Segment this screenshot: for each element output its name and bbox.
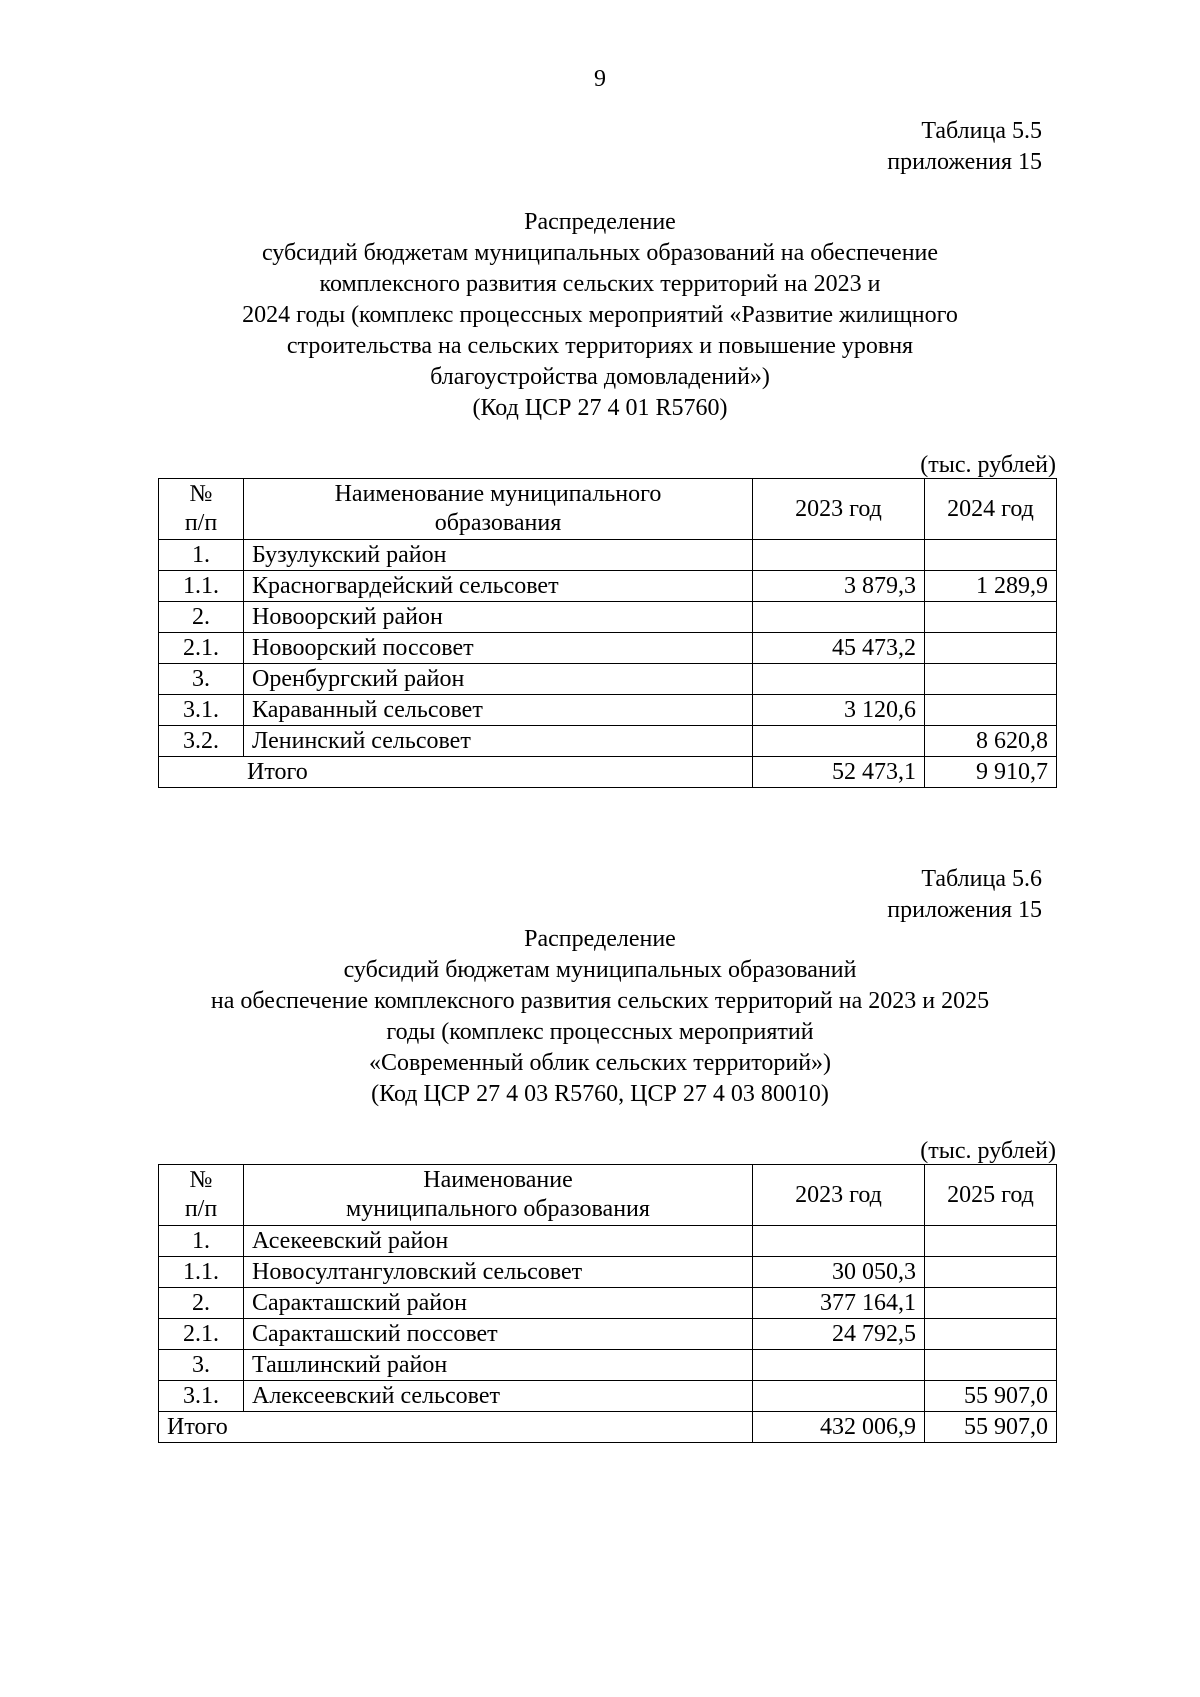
value-year-1 (753, 1350, 925, 1381)
table-title (100, 207, 1100, 424)
value-year-2: 8 620,8 (925, 726, 1057, 757)
total-year-2: 55 907,0 (925, 1412, 1057, 1443)
distribution-table (158, 1164, 1057, 1443)
row-number: 1.1. (159, 571, 244, 602)
title-line: 2024 годы (комплекс процессных мероприятий «Развитие жилищного (242, 302, 958, 328)
value-year-2 (925, 1226, 1057, 1257)
distribution-table (158, 478, 1057, 788)
header-row (159, 479, 1057, 540)
value-year-1: 30 050,3 (753, 1257, 925, 1288)
table-number: Таблица 5.5 (921, 118, 1042, 144)
table-row (159, 1288, 1057, 1319)
table-number: Таблица 5.6 (921, 866, 1042, 892)
total-year-2: 9 910,7 (925, 757, 1057, 788)
row-number: 2. (159, 602, 244, 633)
table-title (100, 924, 1100, 1110)
value-year-2 (925, 1257, 1057, 1288)
value-year-2 (925, 540, 1057, 571)
municipality-name: Ташлинский район (244, 1350, 753, 1381)
table-row (159, 571, 1057, 602)
value-year-2: 55 907,0 (925, 1381, 1057, 1412)
table-row (159, 1226, 1057, 1257)
row-number: 3.1. (159, 695, 244, 726)
row-number: 1. (159, 1226, 244, 1257)
total-label: Итого (159, 757, 753, 788)
header-number: № п/п (159, 1165, 244, 1226)
title-line: благоустройства домовладений») (430, 364, 770, 390)
header-row (159, 1165, 1057, 1226)
row-number: 1. (159, 540, 244, 571)
table-row (159, 1350, 1057, 1381)
table-row (159, 602, 1057, 633)
value-year-2 (925, 602, 1057, 633)
header-year-1: 2023 год (753, 479, 925, 540)
row-number: 3. (159, 664, 244, 695)
value-year-1 (753, 726, 925, 757)
municipality-name: Саракташский поссовет (244, 1319, 753, 1350)
page-number: 9 (594, 66, 606, 92)
title-line: субсидий бюджетам муниципальных образований на обеспечение (261, 240, 939, 266)
value-year-1 (753, 664, 925, 695)
table-reference (887, 116, 1042, 178)
title-line: «Современный облик сельских территорий») (368, 1050, 832, 1076)
value-year-1 (753, 540, 925, 571)
row-number: 3. (159, 1350, 244, 1381)
header-year-2: 2024 год (925, 479, 1057, 540)
title-line: субсидий бюджетам муниципальных образований (343, 957, 857, 983)
header-year-2: 2025 год (925, 1165, 1057, 1226)
table-reference (887, 864, 1042, 926)
units-label: (тыс. рублей) (920, 452, 1056, 478)
total-year-1: 52 473,1 (753, 757, 925, 788)
value-year-1 (753, 1226, 925, 1257)
municipality-name: Ленинский сельсовет (244, 726, 753, 757)
table-row (159, 1381, 1057, 1412)
table-row (159, 633, 1057, 664)
row-number: 2. (159, 1288, 244, 1319)
value-year-1 (753, 602, 925, 633)
table-row (159, 1319, 1057, 1350)
row-number: 2.1. (159, 1319, 244, 1350)
total-row (159, 757, 1057, 788)
appendix-reference: приложения 15 (887, 149, 1042, 175)
table-row (159, 695, 1057, 726)
value-year-2 (925, 1319, 1057, 1350)
value-year-2: 1 289,9 (925, 571, 1057, 602)
municipality-name: Новоорский район (244, 602, 753, 633)
table-row (159, 540, 1057, 571)
title-line: годы (комплекс процессных мероприятий (386, 1019, 814, 1045)
row-number: 1.1. (159, 1257, 244, 1288)
header-name: Наименование муниципального образования (244, 1165, 753, 1226)
total-label: Итого (159, 1412, 753, 1443)
municipality-name: Красногвардейский сельсовет (244, 571, 753, 602)
appendix-reference: приложения 15 (887, 897, 1042, 923)
value-year-2 (925, 1288, 1057, 1319)
row-number: 3.1. (159, 1381, 244, 1412)
municipality-name: Новосултангуловский сельсовет (244, 1257, 753, 1288)
title-line: комплексного развития сельских территорий на 2023 и (319, 271, 881, 297)
table-row (159, 1257, 1057, 1288)
value-year-2 (925, 633, 1057, 664)
value-year-1: 45 473,2 (753, 633, 925, 664)
table-row (159, 726, 1057, 757)
header-number: № п/п (159, 479, 244, 540)
total-year-1: 432 006,9 (753, 1412, 925, 1443)
title-line: на обеспечение комплексного развития сельских территорий на 2023 и 2025 (210, 988, 990, 1014)
value-year-2 (925, 664, 1057, 695)
table-row (159, 664, 1057, 695)
value-year-1: 3 120,6 (753, 695, 925, 726)
value-year-1 (753, 1381, 925, 1412)
municipality-name: Оренбургский район (244, 664, 753, 695)
value-year-1: 377 164,1 (753, 1288, 925, 1319)
title-line: строительства на сельских территориях и повышение уровня (286, 333, 914, 359)
title-line: Распределение (524, 926, 676, 952)
row-number: 3.2. (159, 726, 244, 757)
municipality-name: Новоорский поссовет (244, 633, 753, 664)
header-name: Наименование муниципального образования (244, 479, 753, 540)
row-number: 2.1. (159, 633, 244, 664)
title-line: (Код ЦСР 27 4 01 R5760) (472, 395, 728, 421)
municipality-name: Караванный сельсовет (244, 695, 753, 726)
value-year-2 (925, 1350, 1057, 1381)
units-label: (тыс. рублей) (920, 1138, 1056, 1164)
value-year-2 (925, 695, 1057, 726)
title-line: (Код ЦСР 27 4 03 R5760, ЦСР 27 4 03 80010) (371, 1081, 829, 1107)
municipality-name: Алексеевский сельсовет (244, 1381, 753, 1412)
header-year-1: 2023 год (753, 1165, 925, 1226)
municipality-name: Асекеевский район (244, 1226, 753, 1257)
value-year-1: 24 792,5 (753, 1319, 925, 1350)
total-row (159, 1412, 1057, 1443)
title-line: Распределение (524, 209, 676, 235)
municipality-name: Бузулукский район (244, 540, 753, 571)
municipality-name: Саракташский район (244, 1288, 753, 1319)
value-year-1: 3 879,3 (753, 571, 925, 602)
